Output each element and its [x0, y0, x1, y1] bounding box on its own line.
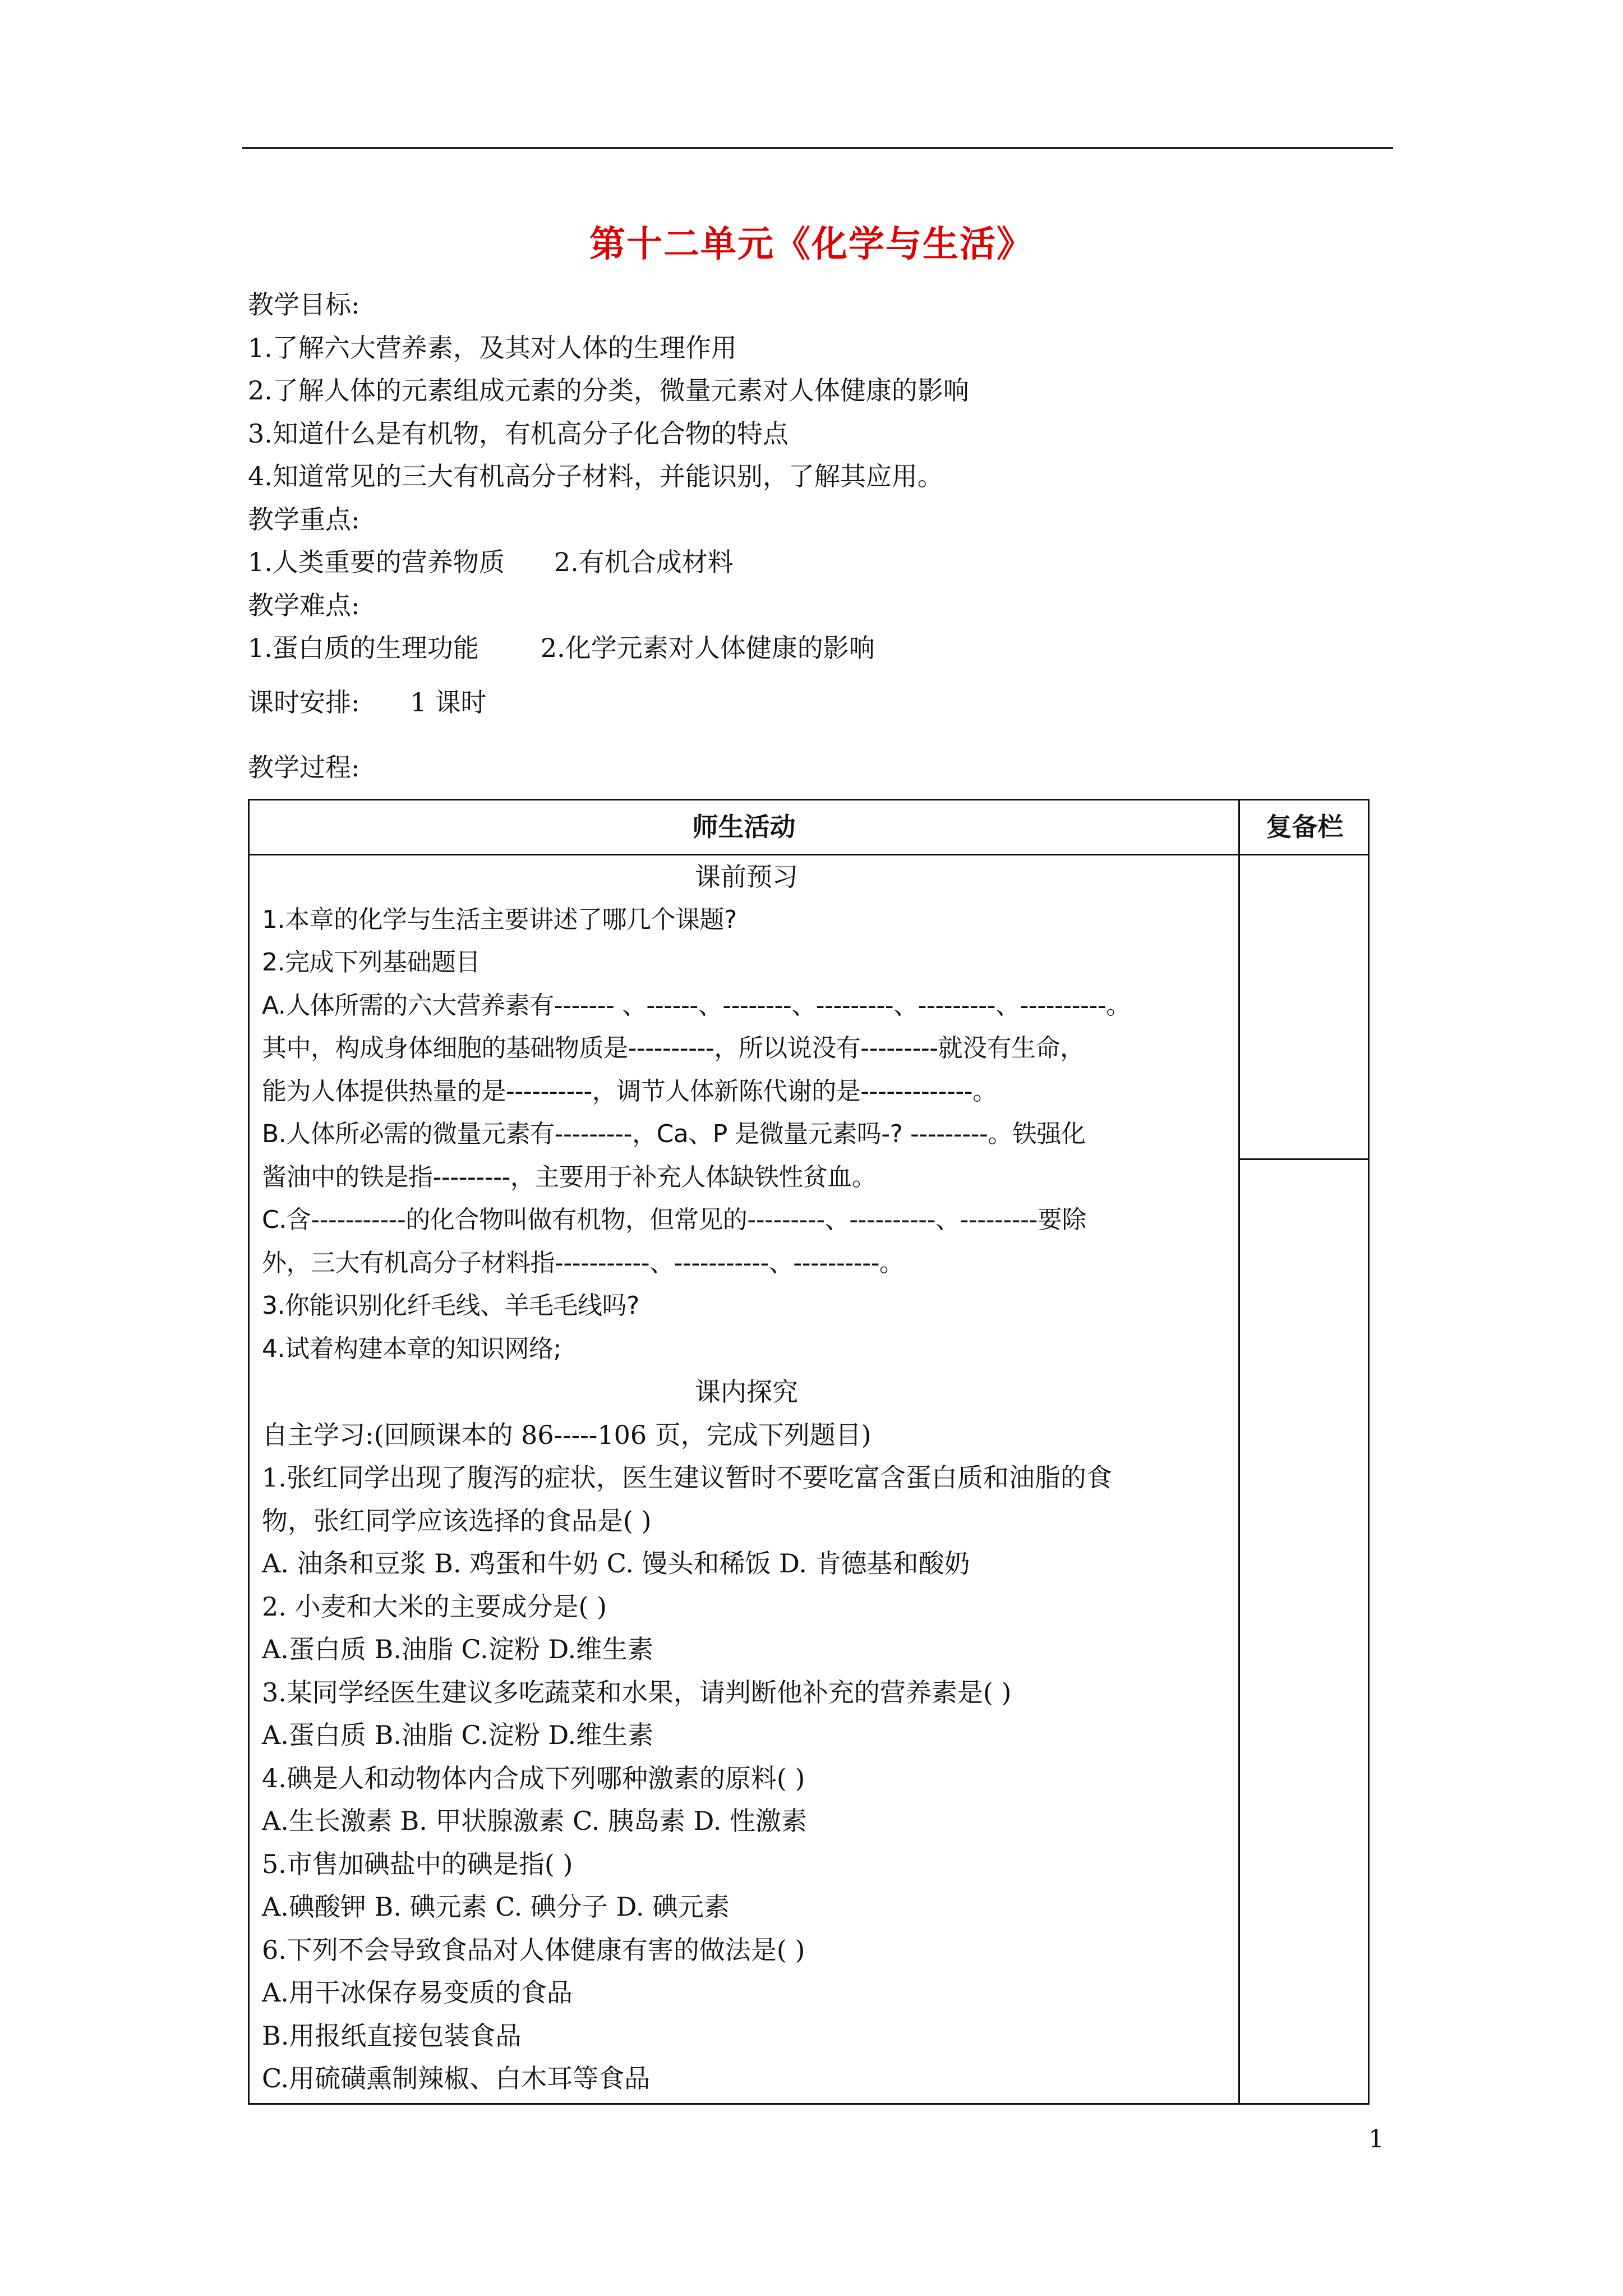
goal-item: 2.了解人体的元素组成元素的分类，微量元素对人体健康的影响 [248, 375, 969, 406]
schedule-label: 课时安排: [248, 687, 360, 717]
schedule [248, 681, 1370, 724]
inclass-line: 4.碘是人和动物体内合成下列哪种激素的原料( ) [262, 1763, 805, 1793]
inclass-line: 2. 小麦和大米的主要成分是( ) [262, 1591, 607, 1622]
header-rule [242, 147, 1393, 149]
key-points [248, 541, 1370, 584]
preview-line: B.人体所必需的微量元素有---------，Ca、P 是微量元素吗-? ---------。铁强化 [262, 1120, 1086, 1148]
column-divider [1238, 800, 1240, 2103]
preview-line: 外，三大有机高分子材料指-----------、-----------、----------。 [262, 1248, 904, 1277]
inclass-line: A.蛋白质 B.油脂 C.淀粉 D.维生素 [262, 1634, 654, 1664]
lesson-table [248, 799, 1370, 2105]
inclass-line: 物，张红同学应该选择的食品是( ) [262, 1505, 652, 1536]
inclass-line: A.用干冰保存易变质的食品 [262, 1977, 573, 2008]
difficult-point: 1.蛋白质的生理功能 [248, 633, 479, 663]
page-number: 1 [1368, 2125, 1384, 2154]
intro-section [248, 283, 1370, 789]
inclass-line: 1.张红同学出现了腹泻的症状，医生建议暂时不要吃富含蛋白质和油脂的食 [262, 1462, 1112, 1493]
key-heading: 教学重点: [248, 504, 360, 535]
activities-content [262, 855, 1231, 2100]
preview-line: 能为人体提供热量的是----------，调节人体新陈代谢的是-------------。 [262, 1076, 997, 1106]
section-heading-inclass: 课内探究 [695, 1377, 798, 1407]
inclass-line: A.蛋白质 B.油脂 C.淀粉 D.维生素 [262, 1720, 654, 1750]
difficult-point: 2.化学元素对人体健康的影响 [540, 633, 875, 663]
inclass-line: 3.某同学经医生建议多吃蔬菜和水果，请判断他补充的营养素是( ) [262, 1677, 1012, 1708]
inclass-line: A.碘酸钾 B. 碘元素 C. 碘分子 D. 碘元素 [262, 1892, 730, 1922]
difficult-points [248, 627, 1370, 670]
goal-item: 1.了解六大营养素，及其对人体的生理作用 [248, 332, 737, 363]
inclass-line: 6.下列不会导致食品对人体健康有害的做法是( ) [262, 1934, 805, 1965]
goals-heading: 教学目标: [248, 289, 360, 320]
inclass-line: A. 油条和豆浆 B. 鸡蛋和牛奶 C. 馒头和稀饭 D. 肯德基和酸奶 [262, 1548, 970, 1579]
preview-line: 4.试着构建本章的知识网络; [262, 1334, 561, 1363]
header-notes: 复备栏 [1266, 812, 1344, 842]
preview-line: 2.完成下列基础题目 [262, 948, 480, 977]
side-cell-divider [1240, 1158, 1370, 1160]
inclass-line: B.用报纸直接包装食品 [262, 2020, 522, 2051]
preview-line: 酱油中的铁是指---------，主要用于补充人体缺铁性贫血。 [262, 1162, 877, 1191]
key-point: 1.人类重要的营养物质 [248, 547, 505, 577]
goal-item: 4.知道常见的三大有机高分子材料，并能识别，了解其应用。 [248, 461, 943, 491]
key-point: 2.有机合成材料 [554, 547, 734, 577]
inclass-line: 5.市售加碘盐中的碘是指( ) [262, 1848, 573, 1879]
preview-line: 1.本章的化学与生活主要讲述了哪几个课题? [262, 905, 737, 934]
goal-item: 3.知道什么是有机物，有机高分子化合物的特点 [248, 418, 789, 449]
schedule-value: 1 课时 [410, 687, 487, 717]
page-title: 第十二单元《化学与生活》 [589, 223, 1034, 265]
section-heading-preview: 课前预习 [695, 862, 798, 892]
inclass-line: C.用硫磺熏制辣椒、白木耳等食品 [262, 2063, 651, 2093]
preview-line: 3.你能识别化纤毛线、羊毛毛线吗? [262, 1291, 639, 1320]
inclass-line: 自主学习:(回顾课本的 86-----106 页，完成下列题目) [262, 1419, 872, 1450]
difficult-heading: 教学难点: [248, 590, 360, 620]
preview-line: 其中，构成身体细胞的基础物质是----------，所以说没有---------就没有生命， [262, 1034, 1085, 1062]
inclass-line: A.生长激素 B. 甲状腺激素 C. 胰岛素 D. 性激素 [262, 1806, 808, 1836]
preview-line: C.含-----------的化合物叫做有机物，但常见的---------、----------、---------要除 [262, 1205, 1086, 1234]
process-heading: 教学过程: [248, 752, 360, 783]
header-activities: 师生活动 [692, 812, 796, 842]
preview-line: A.人体所需的六大营养素有------- 、------、--------、---------、---------、----------。 [262, 991, 1131, 1020]
